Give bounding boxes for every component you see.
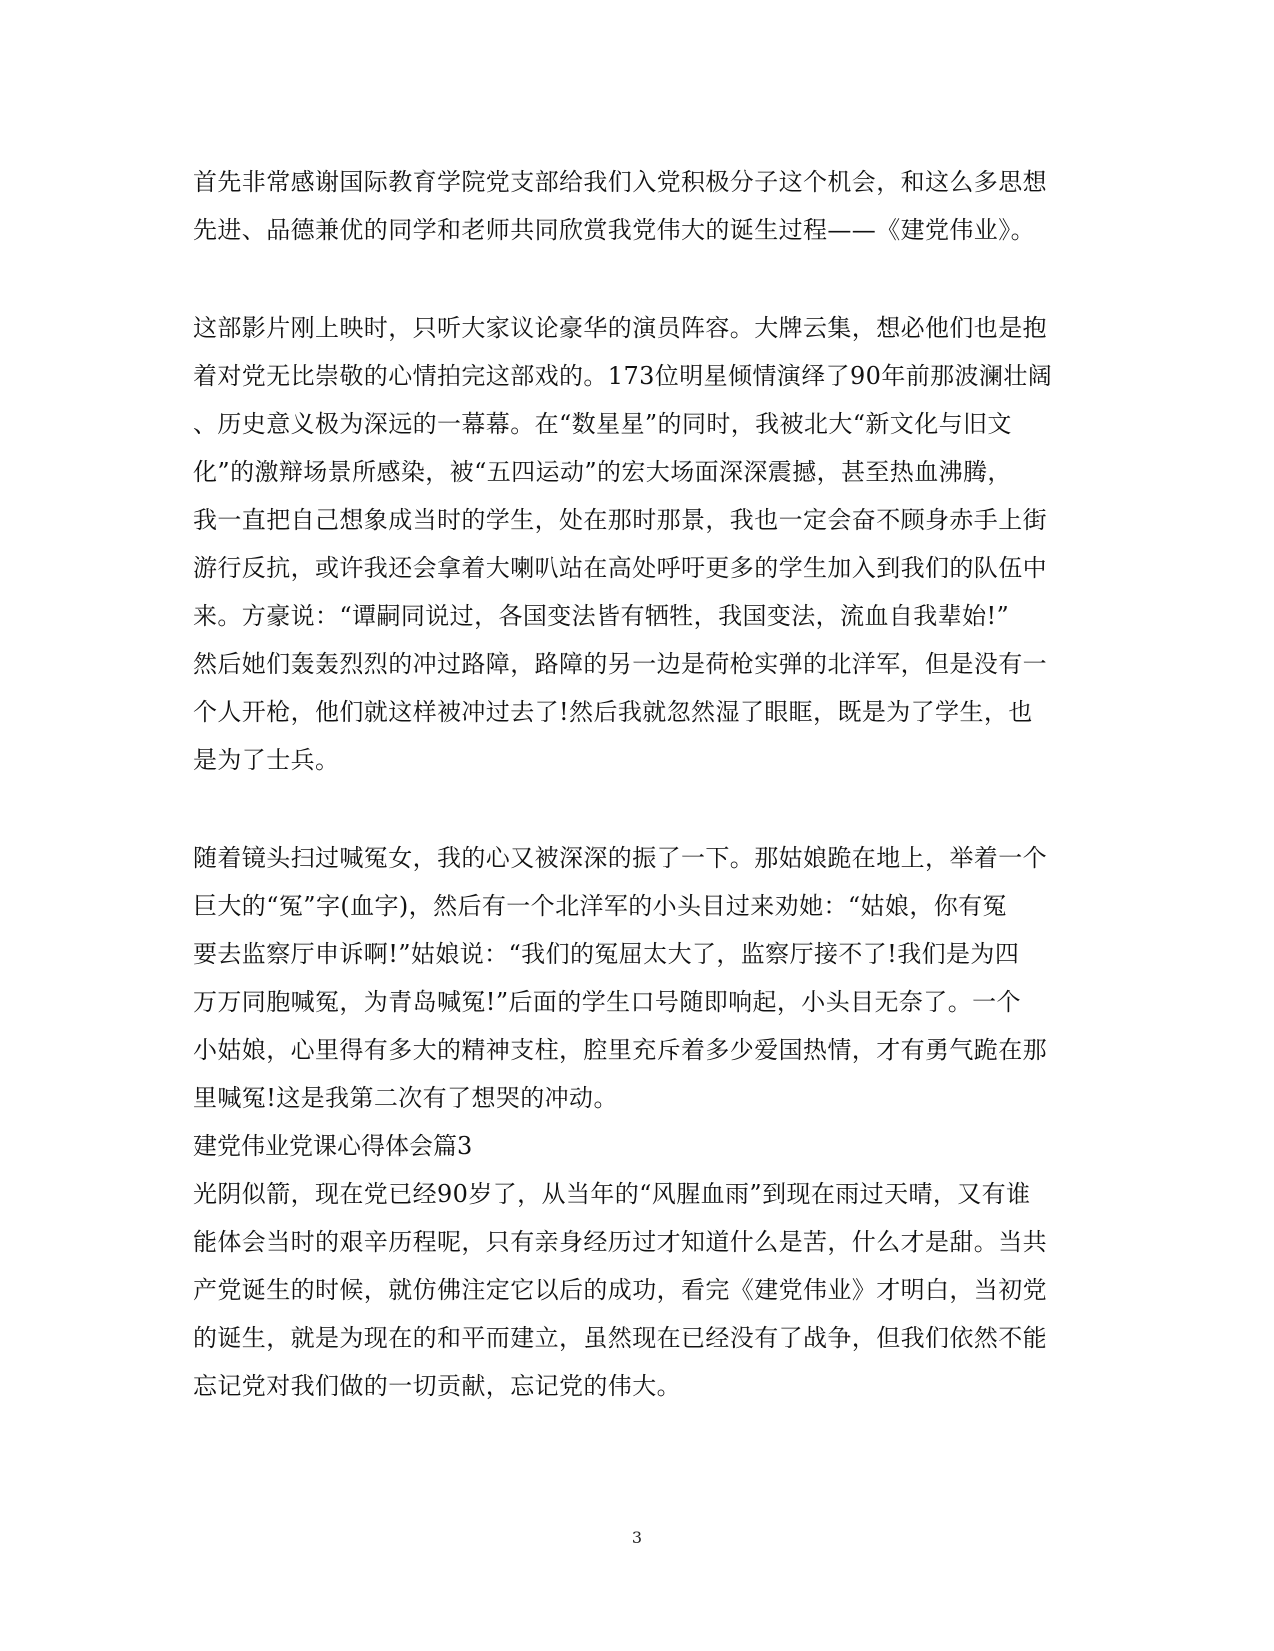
paragraph: [193, 1170, 1073, 1410]
paragraph: [193, 304, 1073, 784]
text-line: 光阴似箭，现在党已经90岁了，从当年的“风腥血雨”到现在雨过天晴，又有谁: [193, 1180, 1031, 1208]
text-line: 化”的激辩场景所感染，被“五四运动”的宏大场面深深震撼，甚至热血沸腾，: [193, 458, 1012, 486]
text-line: 的诞生，就是为现在的和平而建立，虽然现在已经没有了战争，但我们依然不能: [193, 1324, 1047, 1352]
text-line: 忘记党对我们做的一切贡献，忘记党的伟大。: [193, 1372, 681, 1400]
text-line: 随着镜头扫过喊冤女，我的心又被深深的振了一下。那姑娘跪在地上，举着一个: [193, 844, 1047, 872]
text-line: 这部影片刚上映时，只听大家议论豪华的演员阵容。大牌云集，想必他们也是抱: [193, 314, 1047, 342]
paragraph-spacer: [193, 254, 1073, 304]
text-line: 能体会当时的艰辛历程呢，只有亲身经历过才知道什么是苦，什么才是甜。当共: [193, 1228, 1047, 1256]
page-number: 3: [631, 1528, 643, 1547]
paragraph-spacer: [193, 784, 1073, 834]
section-heading: 建党伟业党课心得体会篇3: [193, 1132, 473, 1160]
text-line: 先进、品德兼优的同学和老师共同欣赏我党伟大的诞生过程——《建党伟业》。: [193, 216, 1035, 244]
paragraph: [193, 158, 1073, 254]
paragraph: [193, 834, 1073, 1122]
text-line: 个人开枪，他们就这样被冲过去了!然后我就忽然湿了眼眶，既是为了学生，也: [193, 698, 1033, 726]
text-line: 着对党无比崇敬的心情拍完这部戏的。173位明星倾情演绎了90年前那波澜壮阔: [193, 362, 1053, 390]
text-line: 来。方豪说：“谭嗣同说过，各国变法皆有牺牲，我国变法，流血自我辈始!”: [193, 602, 1010, 630]
text-line: 小姑娘，心里得有多大的精神支柱，腔里充斥着多少爱国热情，才有勇气跪在那: [193, 1036, 1047, 1064]
text-line: 然后她们轰轰烈烈的冲过路障，路障的另一边是荷枪实弹的北洋军，但是没有一: [193, 650, 1047, 678]
text-line: 巨大的“冤”字(血字)，然后有一个北洋军的小头目过来劝她：“姑娘，你有冤: [193, 892, 1007, 920]
text-line: 首先非常感谢国际教育学院党支部给我们入党积极分子这个机会，和这么多思想: [193, 168, 1047, 196]
text-line: 产党诞生的时候，就仿佛注定它以后的成功，看完《建党伟业》才明白，当初党: [193, 1276, 1047, 1304]
text-line: 里喊冤!这是我第二次有了想哭的冲动。: [193, 1084, 618, 1112]
text-line: 是为了士兵。: [193, 746, 340, 774]
text-line: 万万同胞喊冤，为青岛喊冤!”后面的学生口号随即响起，小头目无奈了。一个: [193, 988, 1021, 1016]
document-body: [193, 158, 1073, 1410]
text-line: 、历史意义极为深远的一幕幕。在“数星星”的同时，我被北大“新文化与旧文: [193, 410, 1012, 438]
text-line: 我一直把自己想象成当时的学生，处在那时那景，我也一定会奋不顾身赤手上街: [193, 506, 1047, 534]
text-line: 游行反抗，或许我还会拿着大喇叭站在高处呼吁更多的学生加入到我们的队伍中: [193, 554, 1047, 582]
text-line: 要去监察厅申诉啊!”姑娘说：“我们的冤屈太大了，监察厅接不了!我们是为四: [193, 940, 1020, 968]
